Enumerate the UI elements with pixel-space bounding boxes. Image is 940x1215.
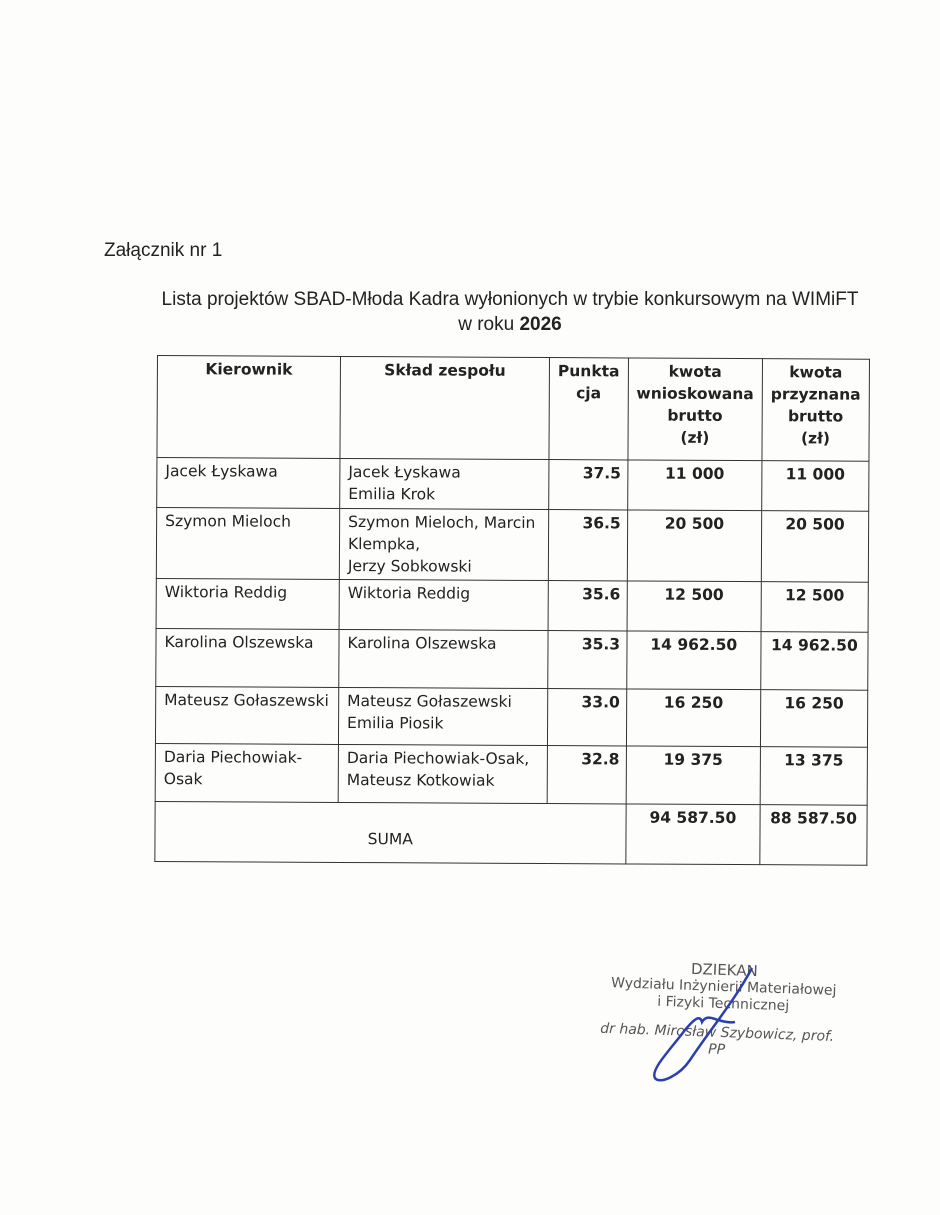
table-row	[156, 508, 868, 583]
sum-label: SUMA	[155, 801, 626, 863]
annex-label: Załącznik nr 1	[104, 240, 223, 261]
title-line-2	[130, 312, 890, 337]
team-member: Emilia Piosik	[347, 714, 444, 733]
cell-team	[339, 629, 548, 688]
cell-leader: Wiktoria Reddig	[156, 578, 339, 629]
table-row	[155, 686, 867, 747]
cell-requested: 14 962.50	[626, 631, 761, 690]
cell-leader: Szymon Mieloch	[156, 508, 339, 580]
stamp-line-2: i Fizyki Technicznej	[657, 993, 790, 1015]
team-member: Szymon Mieloch, Marcin Klempka,	[347, 513, 536, 554]
team-member: Wiktoria Reddig	[347, 584, 471, 603]
cell-granted: 11 000	[762, 461, 869, 512]
table-row	[156, 628, 868, 690]
cell-team	[339, 508, 548, 580]
cell-requested: 19 375	[626, 746, 761, 805]
cell-granted: 16 250	[760, 690, 867, 748]
header-granted: kwota przyznana brutto (zł)	[762, 359, 869, 462]
title-prefix: w roku	[458, 314, 520, 335]
cell-requested: 16 250	[626, 689, 761, 747]
title-year: 2026	[519, 314, 562, 335]
cell-leader: Daria Piechowiak-Osak	[155, 743, 338, 802]
cell-granted: 14 962.50	[761, 632, 868, 691]
team-member: Daria Piechowiak-Osak,	[346, 748, 530, 768]
cell-requested: 12 500	[627, 581, 762, 632]
handwritten-signature	[640, 960, 760, 1090]
team-member: Jacek Łyskawa	[348, 463, 461, 482]
stamp-signatory: dr hab. Mirosław Szybowicz, prof. PP	[599, 1020, 835, 1059]
cell-granted: 13 375	[760, 747, 867, 806]
projects-table	[154, 355, 869, 866]
header-points: Punkta cja	[549, 358, 628, 460]
team-member: Karolina Olszewska	[347, 634, 497, 653]
cell-points: 35.6	[548, 581, 627, 631]
table-row	[157, 458, 869, 512]
sum-granted: 88 587.50	[760, 805, 867, 866]
cell-team	[340, 458, 549, 509]
header-team: Skład zespołu	[340, 356, 550, 459]
title-line-1: Lista projektów SBAD-Młoda Kadra wyłonionych w trybie konkursowym na WIMiFT	[161, 289, 859, 310]
team-member: Mateusz Gołaszewski	[347, 692, 512, 711]
cell-team	[338, 687, 547, 745]
header-leader: Kierownik	[157, 356, 341, 459]
cell-leader: Jacek Łyskawa	[157, 458, 340, 509]
header-row	[157, 356, 869, 462]
stamp-title: DZIEKAN	[690, 959, 759, 981]
cell-granted: 12 500	[761, 582, 868, 633]
sum-row	[155, 801, 867, 865]
stamp-line-1: Wydziału Inżynierii Materiałowej	[610, 975, 837, 999]
cell-leader: Mateusz Gołaszewski	[155, 686, 338, 744]
cell-requested: 11 000	[627, 460, 762, 511]
cell-points: 35.3	[548, 631, 627, 689]
team-member: Jerzy Sobkowski	[347, 557, 472, 576]
sum-requested: 94 587.50	[625, 804, 760, 865]
cell-granted: 20 500	[761, 511, 868, 583]
cell-points: 33.0	[547, 689, 626, 746]
cell-points: 36.5	[548, 510, 627, 581]
cell-leader: Karolina Olszewska	[156, 628, 339, 687]
table-row	[156, 578, 868, 632]
cell-team	[338, 744, 547, 803]
cell-points: 32.8	[547, 746, 626, 804]
document-title	[130, 287, 890, 337]
team-member: Emilia Krok	[348, 485, 436, 504]
table-row	[155, 743, 867, 805]
cell-team	[339, 579, 548, 630]
header-requested: kwota wnioskowana brutto (zł)	[628, 358, 763, 461]
team-member: Mateusz Kotkowiak	[346, 770, 495, 790]
cell-requested: 20 500	[627, 510, 762, 582]
cell-points: 37.5	[549, 460, 628, 510]
